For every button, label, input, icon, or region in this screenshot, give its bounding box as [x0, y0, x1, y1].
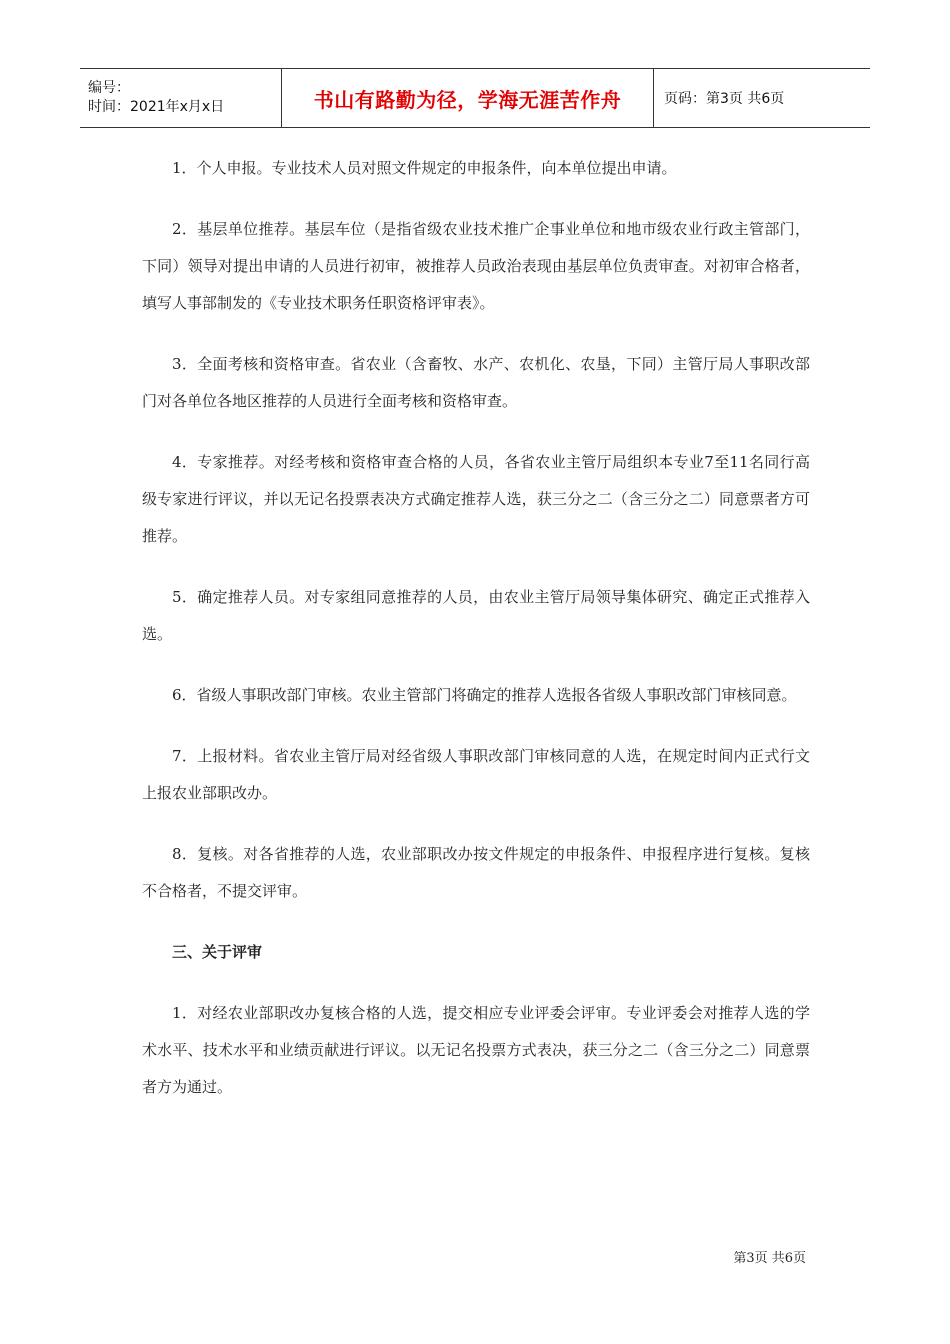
document-number-label: 编号：: [88, 80, 130, 96]
paragraph-review-1: 1．对经农业部职改办复核合格的人选，提交相应专业评委会评审。专业评委会对推荐人选的学术水平、技术水平和业绩贡献进行评议。以无记名投票方式表决，获三分之二（含三分之二）同意票者方为通过。: [142, 1004, 810, 1096]
paragraph-step-4: 4．专家推荐。对经考核和资格审查合格的人员，各省农业主管厅局组织本专业7至11名同行高级专家进行评议，并以无记名投票表决方式确定推荐人选，获三分之二（含三分之二）同意票者方可推荐。: [142, 453, 810, 545]
paragraph-step-7: 7．上报材料。省农业主管厅局对经省级人事职改部门审核同意的人选，在规定时间内正式行文上报农业部职改办。: [142, 747, 810, 802]
document-date: 时间：2021年x月x日: [88, 99, 225, 115]
paragraph-step-6: 6．省级人事职改部门审核。农业主管部门将确定的推荐人选报各省级人事职改部门审核同意。: [172, 686, 797, 704]
section-heading-review: 三、关于评审: [172, 943, 263, 961]
header-meta: [80, 69, 282, 127]
paragraph-step-2: 2．基层单位推荐。基层车位（是指省级农业技术推广企事业单位和地市级农业行政主管部门，下同）领导对提出申请的人员进行初审，被推荐人员政治表现由基层单位负责审查。对初审合格者，填写人事部制发的《专业技术职务任职资格评审表》。: [142, 220, 810, 312]
document-header: [80, 68, 870, 128]
page-footer: 第3页 共6页: [733, 1251, 806, 1266]
paragraph-step-5: 5．确定推荐人员。对专家组同意推荐的人员，由农业主管厅局领导集体研究、确定正式推荐入选。: [142, 588, 810, 643]
paragraph-step-3: 3．全面考核和资格审查。省农业（含畜牧、水产、农机化、农垦，下同）主管厅局人事职改部门对各单位各地区推荐的人员进行全面考核和资格审查。: [142, 355, 810, 410]
header-motto: 书山有路勤为径，学海无涯苦作舟: [282, 69, 654, 127]
paragraph-step-1: 1．个人申报。专业技术人员对照文件规定的申报条件，向本单位提出申请。: [172, 159, 677, 177]
header-page-info: 页码：第3页 共6页: [664, 91, 785, 107]
paragraph-step-8: 8．复核。对各省推荐的人选，农业部职改办按文件规定的申报条件、申报程序进行复核。复核不合格者，不提交评审。: [142, 845, 810, 900]
document-body: [142, 150, 810, 1130]
